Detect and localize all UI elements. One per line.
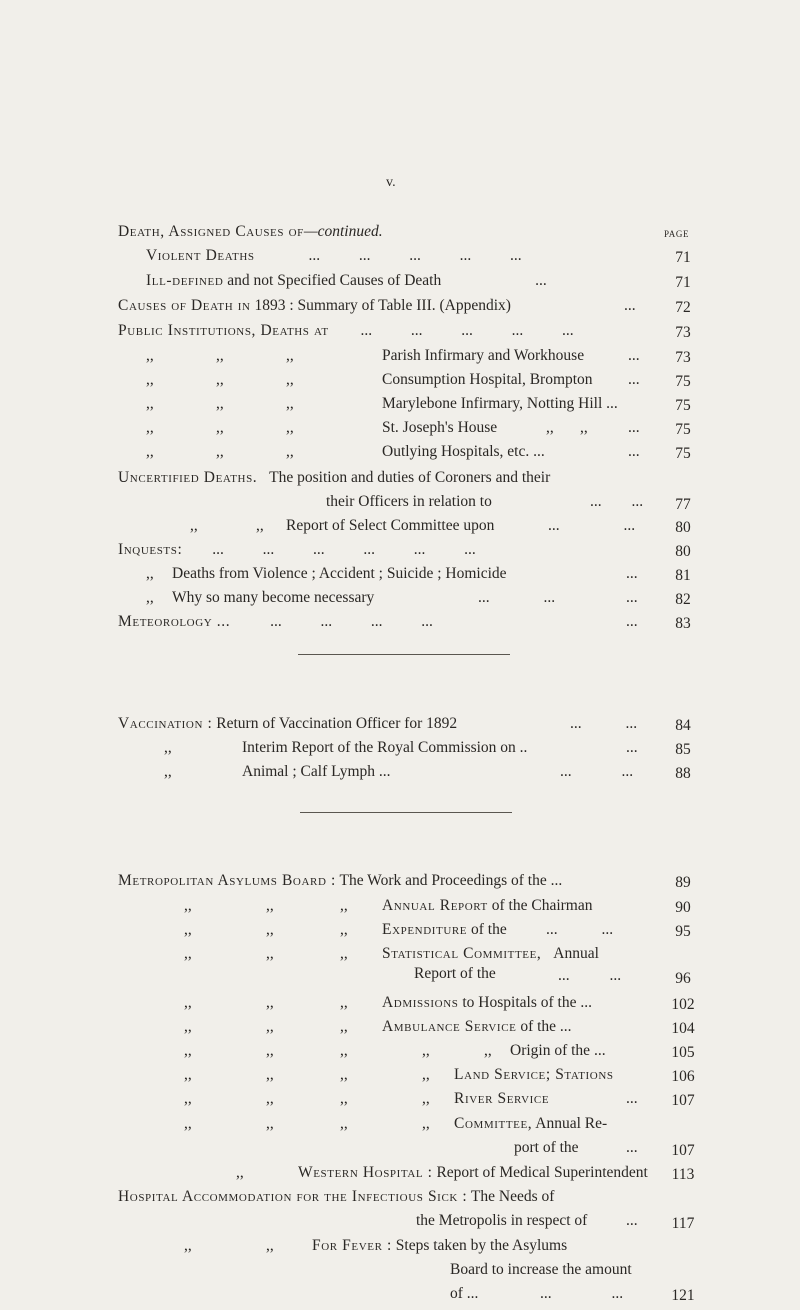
ditto-mark: ,,: [164, 763, 172, 780]
ditto-mark: ,,: [422, 1115, 430, 1132]
ditto-mark: ,,: [422, 1090, 430, 1107]
leader-dots: ... ... ... ... ...: [308, 247, 522, 264]
entry-meteorology: [118, 614, 433, 630]
ditto-mark: ,,: [266, 1066, 274, 1083]
entry-text-sc: Vaccination :: [118, 715, 213, 732]
ditto-mark: ,,: [216, 347, 224, 364]
entry-consumption-hospital: Consumption Hospital, Brompton: [382, 371, 593, 388]
entry-uncertified-deaths: [118, 470, 550, 486]
leader-dots: ... ...: [540, 1285, 624, 1302]
ditto-mark: ,,: [164, 739, 172, 756]
ditto-mark: ,,: [484, 1042, 492, 1059]
leader-dots: ... ...: [560, 763, 634, 780]
ditto-mark: ,,: [216, 443, 224, 460]
entry-hospital-accommodation: [118, 1189, 554, 1205]
death-causes-heading-text: Death, Assigned Causes of: [118, 223, 304, 240]
entry-text: Steps taken by the Asylums: [395, 1237, 568, 1254]
page-ref: 85: [675, 741, 691, 758]
ditto-mark: ,,: [266, 945, 274, 962]
entry-text-sc: Meteorology ...: [118, 613, 231, 630]
leader-dots: ...: [626, 589, 638, 606]
ditto-mark: ,,: [340, 1042, 348, 1059]
ditto-mark: ,,: [286, 371, 294, 388]
entry-text-sc: Admissions: [382, 994, 459, 1011]
page-number: v.: [386, 175, 396, 190]
page-ref: 75: [675, 421, 691, 438]
page-ref: 75: [675, 445, 691, 462]
entry-deaths-from-violence: Deaths from Violence ; Accident ; Suicide ; Homicide: [172, 565, 507, 582]
page-ref: 81: [675, 567, 691, 584]
leader-dots: ...: [626, 1212, 638, 1229]
entry-continuation: the Metropolis in respect of: [416, 1212, 588, 1229]
entry-continuation: their Officers in relation to: [326, 493, 492, 510]
ditto-mark: ,,: [340, 1090, 348, 1107]
entry-continuation: port of the: [514, 1139, 579, 1156]
ditto-mark: ,,: [216, 371, 224, 388]
page-ref: 102: [671, 996, 695, 1013]
page-ref: 90: [675, 899, 691, 916]
page-ref: 113: [671, 1166, 695, 1183]
entry-text-sc: Public Institutions, Deaths at: [118, 322, 329, 339]
ditto-mark: ,,: [184, 1237, 192, 1254]
ditto-mark: ,,: [340, 1018, 348, 1035]
entry-interim-report: Interim Report of the Royal Commission on ..: [242, 739, 528, 756]
leader-dots: ... ...: [570, 715, 638, 732]
ditto-mark: ,,: [146, 371, 154, 388]
ditto-mark: ,,: [340, 994, 348, 1011]
entry-annual-report: [382, 898, 593, 914]
ditto-mark: ,,: [580, 419, 588, 436]
ditto-mark: ,,: [146, 443, 154, 460]
entry-land-service: Land Service; Stations: [454, 1066, 614, 1083]
leader-dots: ...: [626, 565, 638, 582]
entry-text-sc: Ill-defined: [146, 272, 224, 289]
page-ref: 75: [675, 373, 691, 390]
ditto-mark: ,,: [146, 395, 154, 412]
entry-text: and not Specified Causes of Death: [227, 272, 442, 289]
ditto-mark: ,,: [216, 395, 224, 412]
ditto-mark: ,,: [340, 921, 348, 938]
entry-admissions: [382, 995, 592, 1011]
entry-text-sc: Expenditure: [382, 921, 468, 938]
leader-dots: ...: [626, 1090, 638, 1107]
ditto-mark: ,,: [184, 1090, 192, 1107]
entry-why-necessary: Why so many become necessary: [172, 589, 375, 606]
ditto-mark: ,,: [266, 1237, 274, 1254]
entry-text: Report of Medical Superintendent: [436, 1164, 648, 1181]
entry-river-service: River Service: [454, 1090, 550, 1107]
page-ref: 82: [675, 591, 691, 608]
page-ref: 73: [675, 324, 691, 341]
death-causes-heading: [118, 224, 383, 240]
leader-dots: ...: [626, 739, 638, 756]
entry-statistical-committee: [382, 946, 599, 962]
ditto-mark: ,,: [286, 419, 294, 436]
page-ref: 72: [675, 299, 691, 316]
ditto-mark: ,,: [422, 1042, 430, 1059]
ditto-mark: ,,: [422, 1066, 430, 1083]
page-ref: 121: [671, 1287, 695, 1304]
entry-metropolitan-asylums-board: [118, 873, 562, 889]
page-ref: 104: [671, 1020, 695, 1037]
entry-continuation: of ...: [450, 1285, 479, 1302]
ditto-mark: ,,: [286, 443, 294, 460]
entry-text: to Hospitals of the ...: [462, 994, 592, 1011]
leader-dots: ...: [626, 1139, 638, 1156]
page-column-label: page: [664, 225, 690, 240]
ditto-mark: ,,: [256, 517, 264, 534]
ditto-mark: ,,: [286, 395, 294, 412]
entry-text-sc: Hospital Accommodation for the Infectious Sick :: [118, 1188, 468, 1205]
page-ref: 117: [671, 1215, 695, 1232]
ditto-mark: ,,: [146, 589, 154, 606]
entry-st-josephs-house: St. Joseph's House: [382, 419, 498, 436]
ditto-mark: ,,: [236, 1164, 244, 1181]
entry-text: of the Chairman: [491, 897, 593, 914]
ditto-mark: ,,: [184, 921, 192, 938]
ditto-mark: ,,: [190, 517, 198, 534]
page-ref: 80: [675, 519, 691, 536]
entry-text-sc: For Fever :: [312, 1237, 392, 1254]
page-ref: 107: [671, 1142, 695, 1159]
page-ref: 107: [671, 1092, 695, 1109]
ditto-mark: ,,: [266, 921, 274, 938]
leader-dots: ...: [628, 443, 640, 460]
ditto-mark: ,,: [146, 565, 154, 582]
leader-dots: ...: [628, 347, 640, 364]
ditto-mark: ,,: [266, 1042, 274, 1059]
entry-western-hospital: [298, 1165, 648, 1181]
page-ref: 96: [675, 970, 691, 987]
entry-text: The Work and Proceedings of the ...: [339, 872, 563, 889]
leader-dots: ...: [626, 613, 638, 630]
entry-text-sc: Metropolitan Asylums Board :: [118, 872, 336, 889]
page-ref: 71: [675, 249, 691, 266]
ditto-mark: ,,: [340, 1115, 348, 1132]
entry-ambulance-service: [382, 1019, 572, 1035]
page-ref: 88: [675, 765, 691, 782]
entry-text: Annual Re-: [535, 1115, 608, 1132]
entry-text: The position and duties of Coroners and their: [269, 469, 551, 486]
leader-dots: ... ... ... ... ...: [360, 322, 574, 339]
page-ref: 83: [675, 615, 691, 632]
entry-animal-calf-lymph: Animal ; Calf Lymph ...: [242, 763, 391, 780]
entry-text-sc: Annual Report: [382, 897, 488, 914]
leader-dots: ... ... ... ... ... ...: [212, 541, 476, 558]
page-ref: 71: [675, 274, 691, 291]
entry-text: The Needs of: [470, 1188, 555, 1205]
page-ref: 89: [675, 874, 691, 891]
leader-dots: ... ...: [546, 921, 614, 938]
entry-text-sc: Committee,: [454, 1115, 533, 1132]
page-ref: 105: [671, 1044, 695, 1061]
entry-public-institutions: [118, 323, 574, 339]
ditto-mark: ,,: [286, 347, 294, 364]
leader-dots: ... ...: [478, 589, 556, 606]
leader-dots: ...: [628, 371, 640, 388]
entry-text-sc: Causes of Death in: [118, 297, 251, 314]
ditto-mark: ,,: [184, 1018, 192, 1035]
entry-text: of the: [471, 921, 507, 938]
entry-text-sc: Ambulance Service: [382, 1018, 517, 1035]
entry-causes-1893: [118, 298, 511, 314]
entry-text-sc: Western Hospital :: [298, 1164, 433, 1181]
ditto-mark: ,,: [184, 994, 192, 1011]
entry-text-sc: Statistical Committee,: [382, 945, 542, 962]
ditto-mark: ,,: [146, 347, 154, 364]
entry-text: of the ...: [520, 1018, 572, 1035]
leader-dots: ... ...: [548, 517, 636, 534]
entry-text: Annual: [553, 945, 599, 962]
page-ref: 77: [675, 496, 691, 513]
entry-text: Violent Deaths: [146, 247, 255, 264]
entry-text-sc: Inquests:: [118, 541, 183, 558]
ditto-mark: ,,: [184, 945, 192, 962]
leader-dots: ...: [535, 272, 547, 289]
page-ref: 73: [675, 349, 691, 366]
entry-marylebone-infirmary: Marylebone Infirmary, Notting Hill ...: [382, 395, 618, 412]
continued-label: —continued.: [303, 223, 383, 240]
leader-dots: ...: [624, 297, 636, 314]
entry-ill-defined: [146, 273, 547, 289]
entry-committee-annual-report: [454, 1116, 607, 1132]
entry-text-sc: Uncertified Deaths.: [118, 469, 258, 486]
ditto-mark: ,,: [184, 1066, 192, 1083]
leader-dots: ...: [628, 419, 640, 436]
leader-dots: ... ...: [590, 493, 644, 510]
entry-text: 1893 : Summary of Table III. (Appendix): [254, 297, 511, 314]
page-ref: 84: [675, 717, 691, 734]
entry-for-fever: [312, 1238, 567, 1254]
entry-outlying-hospitals: Outlying Hospitals, etc. ...: [382, 443, 545, 460]
section-divider: [300, 812, 512, 813]
ditto-mark: ,,: [184, 897, 192, 914]
entry-select-committee: Report of Select Committee upon: [286, 517, 495, 534]
entry-parish-infirmary: Parish Infirmary and Workhouse: [382, 347, 585, 364]
entry-continuation: Board to increase the amount: [450, 1261, 632, 1278]
ditto-mark: ,,: [266, 994, 274, 1011]
entry-origin: Origin of the ...: [510, 1042, 606, 1059]
entry-text: Return of Vaccination Officer for 1892: [216, 715, 458, 732]
page-ref: 75: [675, 397, 691, 414]
page-ref: 80: [675, 543, 691, 560]
ditto-mark: ,,: [216, 419, 224, 436]
ditto-mark: ,,: [266, 1090, 274, 1107]
ditto-mark: ,,: [184, 1042, 192, 1059]
leader-dots: ... ...: [558, 967, 622, 984]
entry-inquests: [118, 542, 476, 558]
ditto-mark: ,,: [184, 1115, 192, 1132]
entry-violent-deaths: [146, 248, 522, 264]
ditto-mark: ,,: [266, 897, 274, 914]
ditto-mark: ,,: [266, 1018, 274, 1035]
ditto-mark: ,,: [146, 419, 154, 436]
entry-expenditure: [382, 922, 507, 938]
ditto-mark: ,,: [340, 897, 348, 914]
page-ref: 106: [671, 1068, 695, 1085]
ditto-mark: ,,: [266, 1115, 274, 1132]
entry-continuation: Report of the: [414, 965, 496, 982]
page-ref: 95: [675, 923, 691, 940]
ditto-mark: ,,: [340, 1066, 348, 1083]
ditto-mark: ,,: [546, 419, 554, 436]
leader-dots: ... ... ... ...: [270, 613, 433, 630]
entry-vaccination: [118, 716, 457, 732]
ditto-mark: ,,: [340, 945, 348, 962]
section-divider: [298, 654, 510, 655]
